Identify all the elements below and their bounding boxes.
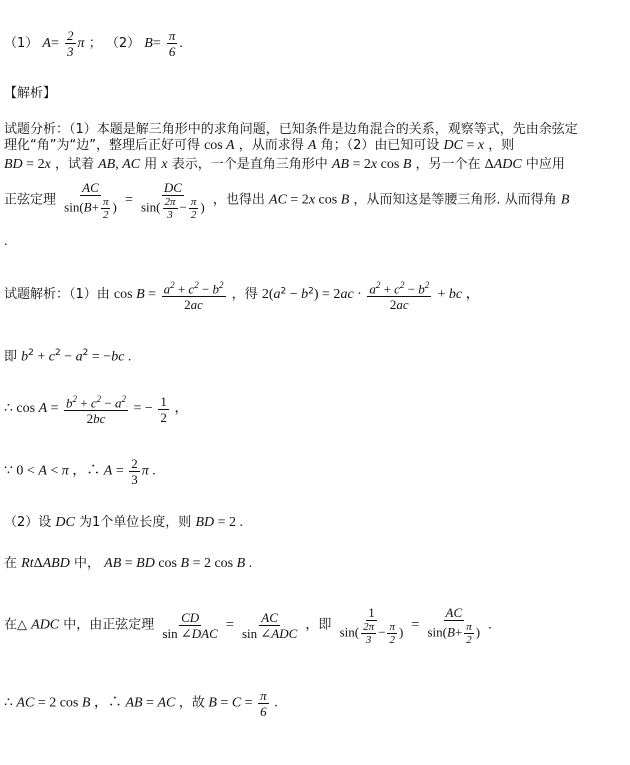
fraction-2pi-3: $\frac{2}{3}$	[67, 28, 74, 59]
fraction-cosA: $\frac{b^2 + c^2 - a^2}{2bc}$	[66, 394, 127, 427]
analysis-line-3: BD = 2x ，试着 AB, AC 用 x 表示，一个是直角三角形中 AB = 2x cos B ，另一个在 ΔADC 中应用	[4, 157, 565, 172]
solution-line-1: 试题解析：（1）由 cos B = $\frac{a^2 + c^2 - b^2}{2ac}$ ，得 $2(a^2 - b^2) = 2ac$ · $\frac{a^2 + c^2 - b^2}{2ac}$ + bc ，	[4, 280, 480, 313]
analysis-heading: 【解析】	[4, 86, 57, 101]
solution-line-4: ∵ 0 < A < π ，∴ A = $\frac{2}{3}$ π .	[4, 456, 156, 487]
solution-line-7: 在△ ADC 中，由正弦定理 $\frac{CD}{\text{sin ∠DAC}}$ = $\frac{AC}{\text{sin ∠ADC}}$ ，即 1 sin( $\frac{2\pi}{3}$ − $\frac{\pi}{2}$ ) = AC sin(B+ $\frac{\pi}{2}$ ) .	[4, 605, 492, 646]
fraction-law-of-sines-1: AC sin(B+ $\frac{\pi}{2}$ )	[64, 180, 117, 221]
solution-line-3: ∴ cos A = $\frac{b^2 + c^2 - a^2}{2bc}$ = − $\frac{1}{2}$ ，	[4, 393, 189, 427]
fraction-1-sin: 1 sin( $\frac{2\pi}{3}$ − $\frac{\pi}{2}$ )	[339, 605, 404, 646]
analysis-line-2: 理化“角”为“边”，整理后正好可得 cos A ，从而求得 A 角；（2）由已知可设 DC = x ，则	[4, 138, 515, 153]
fraction-one-half: $\frac{1}{2}$	[160, 393, 167, 425]
fraction-pi-6-final: $\frac{\pi}{6}$	[260, 688, 267, 719]
fraction-law-of-sines-2: DC sin( $\frac{2\pi}{3}$ − $\frac{\pi}{2}$ )	[141, 180, 205, 221]
fraction-AC-sinADC: $\frac{AC}{\text{sin ∠ADC}}$	[241, 610, 298, 641]
fraction-cosB-2: $\frac{a^2 + c^2 - b^2}{2ac}$	[369, 280, 430, 313]
answer-line: （1） A= $\frac{2}{3}$ π ； （2） B= $\frac{\pi}{6}$ .	[4, 28, 183, 59]
solution-line-2: 即 $b^2 + c^2 - a^2 = -bc$ .	[4, 348, 132, 365]
analysis-line-4: 正弦定理 AC sin(B+ $\frac{\pi}{2}$ ) = DC sin( $\frac{2\pi}{3}$ − $\frac{\pi}{2}$ ) ，也得出 AC = 2x cos B ，从而知这是等腰三角形. 从而得角 B	[4, 180, 570, 221]
solution-line-5: （2）设 DC 为1个单位长度，则 BD = 2 .	[4, 515, 244, 530]
analysis-line-1: 试题分析：（1）本题是解三角形中的求角问题，已知条件是边角混合的关系，观察等式，先由余弦定	[4, 122, 578, 137]
fraction-CD-sinDAC: $\frac{CD}{\text{sin ∠DAC}}$	[162, 610, 218, 641]
fraction-pi-6: $\frac{\pi}{6}$	[168, 28, 176, 59]
solution-line-6: 在 RtΔABD 中， AB = BD cos B = 2 cos B .	[4, 556, 253, 571]
analysis-line-5: .	[4, 234, 8, 249]
solution-line-8: ∴ AC = 2 cos B ，∴ AB = AC ，故 B = C = $\frac{\pi}{6}$ .	[4, 688, 278, 719]
fraction-AC-sinB: AC sin(B+ $\frac{\pi}{2}$ )	[427, 605, 481, 646]
fraction-cosB: $\frac{a^2 + c^2 - b^2}{2ac}$	[163, 280, 224, 313]
fraction-2-3: $\frac{2}{3}$	[131, 456, 138, 487]
